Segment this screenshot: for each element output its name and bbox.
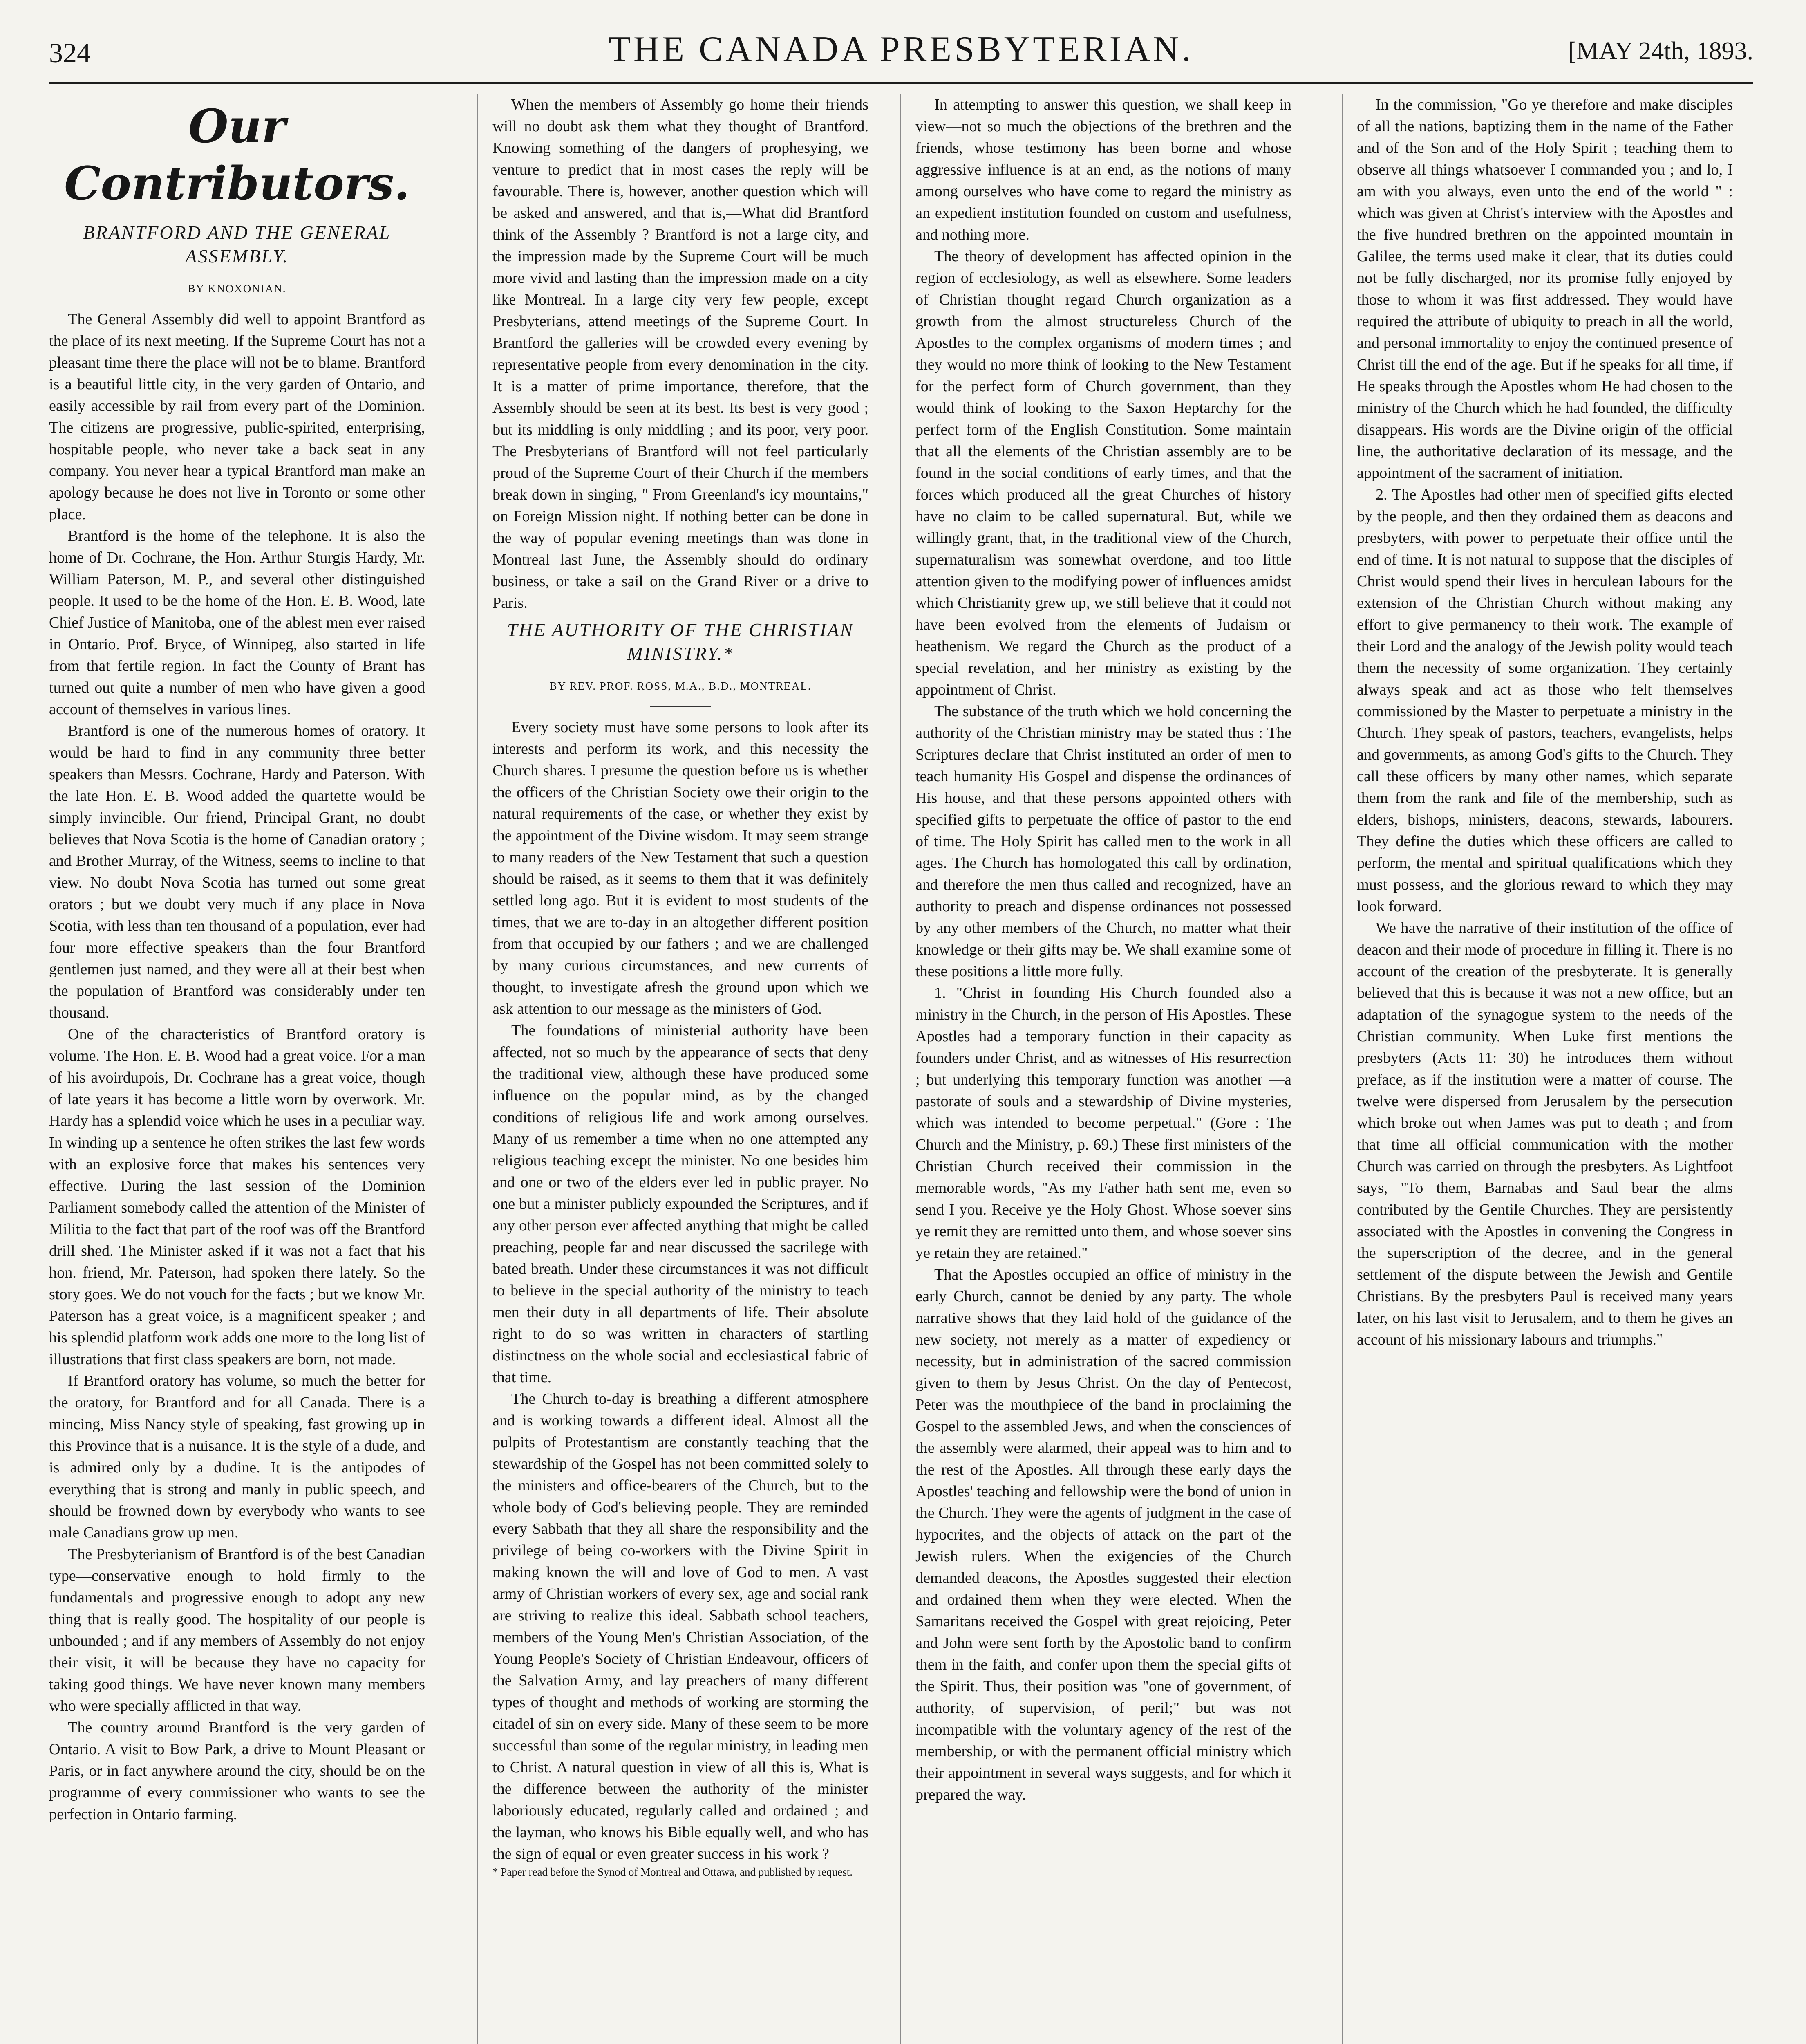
masthead [49, 29, 1753, 78]
paragraph: That the Apostles occupied an office of ministry in the early Church, cannot be denied by any party. The whole narrative shows that they laid hold of the guidance of the new society, not merely as a matter of expediency or necessity, but in administration of the sacred commission given to them by Jesus Christ. On the day of Pentecost, Peter was the mouthpiece of the band in proclaiming the Gospel to the assembled Jews, and when the consciences of the assembly were alarmed, their appeal was to him and to the rest of the Apostles. All through these early days the Apostles' teaching and fellowship were the bond of union in the Church. They were the agents of judgment in the case of hypocrites, and the objects of attack on the part of the Jewish rulers. When the exigencies of the Church demanded deacons, the Apostles suggested their election and ordained them when they were elected. When the Samaritans received the Gospel with great rejoicing, Peter and John were sent forth by the Apostolic band to confirm them in the faith, and confer upon them the special gifts of the Spirit. Thus, their position was "one of government, of authority, of supervision, of peril;" but was not incompatible with the voluntary agency of the rest of the membership, or with the permanent official ministry which their appointment in several ways suggests, and for which it prepared the way. [915, 1266, 1291, 1803]
paragraph: The Church to-day is breathing a different atmosphere and is working towards a different ideal. Almost all the pulpits of Protestantism are constantly teaching that the stewardship of the Gospel has not been committed solely to the ministers and office-bearers of the Church, but to the whole body of God's believing people. They are reminded every Sabbath that they all share the responsibility and the privilege of being co-workers with the Divine Spirit in making known the will and love of God to men. A vast army of Christian workers of every sex, age and social rank are striving to realize this ideal. Sabbath school teachers, members of the Young Men's Christian Association, of the Young People's Society of Christian Endeavour, officers of the Salvation Army, and lay preachers of many different types of thought and methods of working are storming the citadel of sin on every side. Many of these seem to be more successful than some of the regular ministry, in leading men to Christ. A natural question in view of all this is, What is the difference between the authority of the minister laboriously educated, regularly called and ordained ; and the layman, who knows his Bible equally well, and who has the sign of equal or even greater success in his work ? [492, 1390, 868, 1862]
paragraph: One of the characteristics of Brantford oratory is volume. The Hon. E. B. Wood had a great voice. For a man of his avoirdupois, Dr. Cochrane has a great voice, though of late years it has become a little worn by overwork. Mr. Hardy has a splendid voice which he uses in a peculiar way. In winding up a sentence he often strikes the last few words with an explosive force that makes his sentences very effective. During the last session of the Dominion Parliament somebody called the attention of the Minister of Militia to the fact that part of the roof was off the Brantford drill shed. The Minister asked if it was not a fact that his hon. friend, Mr. Paterson, had spoken there lately. So the story goes. We do not vouch for the facts ; but we know Mr. Paterson has a great voice, is a magnificent speaker ; and his splendid platform work adds one more to the long list of illustrations that first class speakers are born, not made. [49, 1026, 425, 1368]
paragraph: Every society must have some persons to look after its interests and perform its work, and this necessity the Church shares. I presume the question before us is whether the officers of the Christian Society owe their origin to the natural requirements of the case, or whether they exist by the appointment of the Divine wisdom. It may seem strange to many readers of the New Testament that such a question should be raised, as it seems to them that it was definitely settled long ago. But it is evident to most students of the times, that we are to-day in an altogether different position from that occupied by our fathers ; and we are challenged by many curious circumstances, and new currents of thought, to investigate afresh the ground upon which we ask attention to our message as the ministers of God. [492, 719, 868, 1018]
article-2-byline: BY REV. PROF. ROSS, M.A., B.D., MONTREAL. [549, 680, 812, 692]
issue-date: [MAY 24th, 1893. [1568, 37, 1753, 65]
header-rule [49, 82, 1753, 84]
paragraph: Brantford is one of the numerous homes of oratory. It would be hard to find in any community three better speakers than Messrs. Cochrane, Hardy and Paterson. With the late Hon. E. B. Wood added the quartette would be simply invincible. Our friend, Principal Grant, no doubt believes that Nova Scotia is the home of Canadian oratory ; and Brother Murray, of the Witness, seems to incline to that view. No doubt Nova Scotia has turned out some great orators ; but we doubt very much if any place in Nova Scotia, with less than ten thousand of a population, ever had four more effective speakers than the four Brantford gentlemen just named, and they were all at their best when the population of Brantford was considerably under ten thousand. [49, 722, 425, 1021]
article-1-byline: BY KNOXONIAN. [188, 282, 286, 295]
byline-rule [650, 706, 711, 707]
paragraph: The General Assembly did well to appoint Brantford as the place of its next meeting. If the Supreme Court has not a pleasant time there the place will not be to blame. Brantford is a beautiful little city, in the very garden of Ontario, and easily accessible by rail from every part of the Dominion. The citizens are progressive, public-spirited, enterprising, hospitable people, who never take a back seat in any company. You never hear a typical Brantford man make an apology because he does not live in Toronto or some other place. [49, 311, 425, 523]
column-2 [492, 94, 868, 2044]
paragraph: The theory of development has affected opinion in the region of ecclesiology, as well as elsewhere. Some leaders of Christian thought regard Church organization as a growth from the almost structureless Church of the Apostles to the complex organisms of modern times ; and they would no more think of looking to the New Testament for the perfect form of Church government, than they would think of looking to the Saxon Heptarchy for the perfect form of the English Constitution. Some maintain that all the elements of the Christian assembly are to be found in the social conditions of early times, and that the forces which produced all the great Churches of history have no claim to be called supernatural. But, while we willingly grant, that, in the traditional view of the Church, supernaturalism was somewhat overdone, and too little attention given to the modifying power of influences amidst which Christianity grew up, we still believe that it could not have been evolved from the elements of Judaism or heathenism. We regard the Church as the product of a special revelation, and her ministry as existing by the appointment of Christ. [915, 248, 1291, 698]
column-divider [900, 94, 901, 2044]
column-divider [477, 94, 478, 2044]
paragraph: In attempting to answer this question, we shall keep in view—not so much the objections of the brethren and the friends, whose testimony has been borne and whose aggressive influence is at an end, as the notions of many among ourselves who have come to regard the ministry as an expedient institution founded on custom and usefulness, and nothing more. [915, 96, 1291, 243]
paragraph: The Presbyterianism of Brantford is of the best Canadian type—conservative enough to hold firmly to the fundamentals and progressive enough to adopt any new thing that is really good. The hospitality of our people is unbounded ; and if any members of Assembly do not enjoy their visit, it will be because they have no capacity for taking good things. We have never known many members who were specially afflicted in that way. [49, 1546, 425, 1715]
publication-title: THE CANADA PRESBYTERIAN. [609, 29, 1194, 69]
paragraph: We have the narrative of their institution of the office of deacon and their mode of procedure in filling it. There is no account of the creation of the presbyterate. It is generally believed that this is because it was not a new office, but an adaptation of the synagogue system to the needs of the Christian community. When Luke first mentions the presbyters (Acts 11: 30) he introduces them without preface, as if the institution were a matter of course. The twelve were dispersed from Jerusalem by the persecution which broke out when James was put to death ; and from that time all official communication with the mother Church was carried on through the presbyters. As Lightfoot says, "To them, Barnabas and Saul bear the alms contributed by the Gentile Churches. They are persistently associated with the Apostles in convening the Congress in the superscription of the decree, and in the general settlement of the dispute between the Jewish and Gentile Christians. By the presbyters Paul is received many years later, on his last visit to Jerusalem, and to them he gives an account of his missionary labours and triumphs." [1357, 919, 1733, 1348]
paragraph: Brantford is the home of the telephone. It is also the home of Dr. Cochrane, the Hon. Arthur Sturgis Hardy, Mr. William Paterson, M. P., and several other distinguished people. It used to be the home of the Hon. E. B. Wood, late Chief Justice of Manitoba, one of the ablest men ever raised in Ontario. Prof. Bryce, of Winnipeg, also started in life from that fertile region. In fact the County of Brant has turned out quite a number of men who have given a good account of themselves in various lines. [49, 527, 425, 718]
column-3 [915, 94, 1291, 2044]
column-1 [49, 94, 425, 2044]
page-number: 324 [49, 37, 91, 68]
section-title: Our Contributors. [64, 100, 410, 211]
article-1-headline: BRANTFORD AND THE GENERAL ASSEMBLY. [83, 222, 391, 267]
column-4 [1357, 94, 1733, 2044]
paragraph: When the members of Assembly go home their friends will no doubt ask them what they thought of Brantford. Knowing something of the dangers of prophesying, we venture to predict that in most cases the reply will be favourable. There is, however, another question which will be asked and answered, and that is,—What did Brantford think of the Assembly ? Brantford is not a large city, and the impression made by the Supreme Court will be much more vivid and lasting than the impression made on a city like Montreal. In a large city very few people, except Presbyterians, attend meetings of the Supreme Court. In Brantford the galleries will be crowded every evening by representative people from every denomination in the city. It is a matter of prime importance, therefore, that the Assembly should be seen at its best. Its best is very good ; but its middling is only middling ; and its poor, very poor. The Presbyterians of Brantford will not feel particularly proud of the Supreme Court of their Church if the members break down in singing, " From Greenland's icy mountains," on Foreign Mission night. If nothing better can be done in the way of popular evening meetings than was done in Montreal last June, the Assembly should do ordinary business, or take a sail on the Grand River or a drive to Paris. [492, 96, 868, 612]
paragraph: The foundations of ministerial authority have been affected, not so much by the appearance of sects that deny the traditional view, although these have produced some influence on the popular mind, as by the changed conditions of religious life and work among ourselves. Many of us remember a time when no one attempted any religious teaching except the minister. No one besides him and one or two of the elders ever led in public prayer. No one but a minister publicly expounded the Scriptures, and if any other person ever affected anything that might be called preaching, people far and near discussed the sacrilege with bated breath. Under these circumstances it was not difficult to believe in the special authority of the ministry to teach men their duty in all departments of life. Their absolute right to do so was written in characters of startling distinctness on the whole social and ecclesiastical fabric of that time. [492, 1022, 868, 1386]
paragraph: The country around Brantford is the very garden of Ontario. A visit to Bow Park, a drive to Mount Pleasant or Paris, or in fact anywhere around the city, should be on the programme of every commissioner who wants to see the perfection in Ontario farming. [49, 1719, 425, 1823]
paragraph: 1. "Christ in founding His Church founded also a ministry in the Church, in the person of His Apostles. These Apostles had a temporary function in their capacity as founders under Christ, and as witnesses of His resurrection ; but underlying this temporary function was another —a pastorate of souls and a stewardship of Divine mysteries, which was intended to become perpetual." (Gore : The Church and the Ministry, p. 69.) These first ministers of the Christian Church received their commission in the memorable words, "As my Father hath sent me, even so send I you. Receive ye the Holy Ghost. Whose soever sins ye remit they are remitted unto them, and whose soever sins ye retain they are retained." [915, 984, 1291, 1262]
article-2-headline: THE AUTHORITY OF THE CHRISTIAN MINISTRY.* [507, 619, 854, 664]
paragraph: The substance of the truth which we hold concerning the authority of the Christian ministry may be stated thus : The Scriptures declare that Christ instituted an order of men to teach humanity His Gospel and dispense the ordinances of His house, and that these persons appointed others with specified gifts to perpetuate the office of pastor to the end of time. The Holy Spirit has called men to the work in all ages. The Church has homologated this call by ordination, and therefore the men thus called and recognized, have an authority to preach and dispense ordinances not possessed by any other members of the Church, no matter what their knowledge or their gifts may be. We shall examine some of these positions a little more fully. [915, 703, 1291, 980]
paragraph: If Brantford oratory has volume, so much the better for the oratory, for Brantford and for all Canada. There is a mincing, Miss Nancy style of speaking, fast growing up in this Province that is a nuisance. It is the style of a dude, and is admired only by a dudine. It is the antipodes of everything that is strong and manly in public speech, and should be frowned down by everybody who wants to see male Canadians grow up men. [49, 1372, 425, 1541]
column-divider [1342, 94, 1343, 2044]
paragraph: In the commission, "Go ye therefore and make disciples of all the nations, baptizing them in the name of the Father and of the Son and of the Holy Spirit ; teaching them to observe all things whatsoever I commanded you ; and lo, I am with you always, even unto the end of the world " : which was given at Christ's interview with the Apostles and the five hundred brethren on the appointed mountain in Galilee, the terms used make it clear, that its duties could not be fully discharged, nor its promise fully enjoyed by those to whom it was first addressed. They would have required the attribute of ubiquity to preach in all the world, and personal immortality to enjoy the continued presence of Christ till the end of the age. But if he speaks for all time, if He speaks through the Apostles whom He had chosen to the ministry of the Church which he had founded, the difficulty disappears. His words are the Divine origin of the official line, the authoritative declaration of its message, and the appointment of the sacrament of initiation. [1357, 96, 1733, 482]
footnote: * Paper read before the Synod of Montreal and Ottawa, and published by request. [492, 1866, 853, 1878]
paragraph: 2. The Apostles had other men of specified gifts elected by the people, and then they ordained them as deacons and presbyters, with power to perpetuate their office until the end of time. It is not natural to suppose that the disciples of Christ would spend their lives in herculean labours for the extension of the Christian Church without making any effort to give permanency to their work. The example of their Lord and the analogy of the Jewish polity would teach them the necessity of some organization. They certainly always speak and act as those who felt themselves commissioned by the Master to perpetuate a ministry in the Church. They speak of pastors, teachers, evangelists, helps and governments, as among God's gifts to the Church. They call these officers by many other names, which separate them from the rank and file of the membership, such as elders, bishops, ministers, deacons, stewards, labourers. They define the duties which these officers are called to perform, the mental and spiritual qualifications which they must possess, and the glorious reward to which they may look forward. [1357, 486, 1733, 915]
